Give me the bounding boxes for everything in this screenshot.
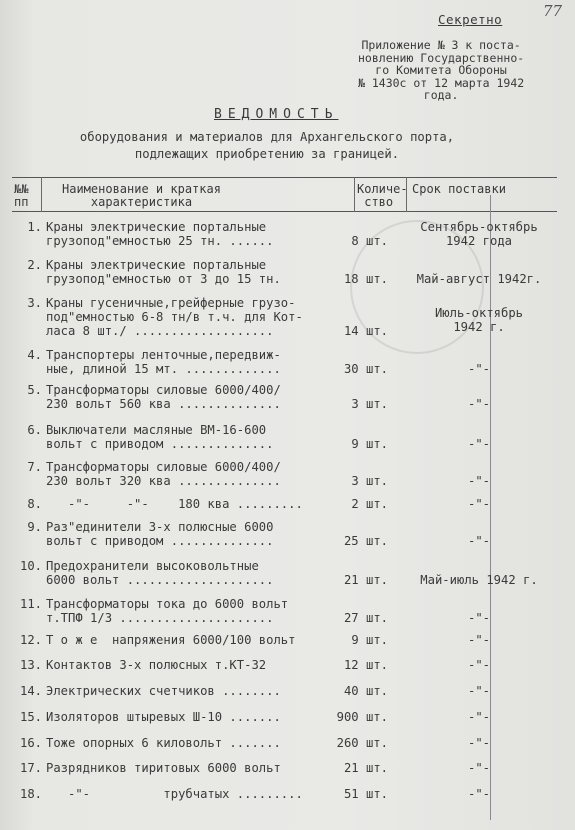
header-term: Срок поставки (412, 182, 506, 196)
row-term: Июль-октябрь 1942 г. (434, 306, 524, 334)
row-name: Трансформаторы тока до 6000 вольт т.ТПФ 1/3 ..................... (46, 597, 289, 625)
row-qty: 8 шт. (351, 234, 388, 248)
appendix-note: Приложение № 3 к поста- новлению Государственно- го Комитета Обороны № 1430с от 12 марта 1942 года. (358, 38, 525, 103)
row-name: Разрядников тиритовых 6000 вольт (46, 761, 281, 775)
row-qty: 260 шт. (336, 736, 388, 750)
page-number: 77 (543, 2, 563, 20)
row-name: Контактов 3-х полюсных т.КТ-32 (46, 658, 267, 672)
row-term: -"- (467, 474, 490, 488)
row-number: 9. (27, 520, 42, 534)
row-number: 2. (27, 258, 42, 272)
classification-mark: Секретно (438, 12, 503, 27)
row-term: -"- (467, 787, 490, 801)
row-qty: 25 шт. (343, 534, 388, 548)
row-number: 1. (27, 220, 42, 234)
row-qty: 900 шт. (336, 710, 388, 724)
row-qty: 9 шт. (351, 437, 388, 451)
row-number: 6. (27, 423, 42, 437)
document-subtitle: оборудования и материалов для Архангельского порта, подлежащих приобретению за границей. (79, 130, 455, 161)
row-number: 4. (27, 348, 42, 362)
row-name: Выключатели масляные ВМ-16-600 вольт с приводом .............. (46, 423, 274, 451)
row-number: 11. (19, 597, 42, 611)
row-qty: 21 шт. (343, 573, 388, 587)
header-qty: Количе- ство (357, 182, 408, 209)
row-term: Сентябрь-октябрь 1942 года (420, 220, 538, 248)
row-term: -"- (467, 397, 490, 411)
row-name: Транспортеры ленточные,передвиж- ные, длиной 15 мт. ............. (46, 348, 281, 376)
row-qty: 3 шт. (351, 397, 388, 411)
row-name: Краны электрические портальные грузопод"емностью от 3 до 15 тн. (46, 258, 281, 286)
row-name: Предохранители высоковольтные 6000 вольт .................... (46, 559, 274, 587)
row-term: -"- (467, 633, 490, 647)
row-number: 18. (19, 787, 42, 801)
row-qty: 18 шт. (343, 272, 388, 286)
row-term: Май-август 1942г. (416, 272, 542, 286)
row-qty: 21 шт. (343, 761, 388, 775)
row-number: 13. (19, 658, 42, 672)
row-number: 14. (19, 684, 42, 698)
table-col-divider (354, 177, 355, 212)
row-qty: 12 шт. (343, 658, 388, 672)
row-term: -"- (467, 437, 490, 451)
row-number: 12. (19, 633, 42, 647)
table-header-rule (12, 211, 557, 212)
row-term: -"- (467, 684, 490, 698)
row-qty: 27 шт. (343, 611, 388, 625)
row-name: Трансформаторы силовые 6000/400/ 230 вольт 320 ква .............. (46, 460, 281, 488)
row-term: -"- (467, 736, 490, 750)
row-name: Трансформаторы силовые 6000/400/ 230 вольт 560 ква .............. (46, 383, 281, 411)
row-name: Краны гусеничные,грейферные грузо- под"емностью 6-8 тн/в т.ч. для Кот- ласа 8 шт./ ................... (46, 296, 303, 338)
row-name: Раз"единители 3-х полюсные 6000 вольт с приводом .............. (46, 520, 274, 548)
row-name: -"- -"- 180 ква ......... (46, 497, 303, 511)
row-term: -"- (467, 497, 490, 511)
document-title: ВЕДОМОСТЬ (214, 107, 339, 122)
row-number: 15. (19, 710, 42, 724)
row-number: 17. (19, 761, 42, 775)
row-qty: 40 шт. (343, 684, 388, 698)
row-term: -"- (467, 710, 490, 724)
row-term: -"- (467, 534, 490, 548)
row-term: -"- (467, 611, 490, 625)
row-name: Изоляторов штыревых Ш-10 ....... (46, 710, 281, 724)
row-number: 3. (27, 296, 42, 310)
row-qty: 30 шт. (343, 362, 388, 376)
row-qty: 51 шт. (343, 787, 388, 801)
row-number: 5. (27, 383, 42, 397)
row-qty: 2 шт. (351, 497, 388, 511)
row-term: -"- (467, 761, 490, 775)
row-number: 16. (19, 736, 42, 750)
row-qty: 9 шт. (351, 633, 388, 647)
row-term: Май-июль 1942 г. (420, 573, 538, 587)
row-number: 7. (27, 460, 42, 474)
table-top-rule (12, 177, 557, 178)
row-name: -"- трубчатых ......... (46, 787, 303, 801)
row-qty: 14 шт. (343, 324, 388, 338)
row-number: 8. (27, 497, 42, 511)
row-name: Краны электрические портальные грузопод"емностью 25 тн. ...... (46, 220, 274, 248)
header-name: Наименование и краткая характеристика (62, 182, 221, 209)
row-name: Электрических счетчиков ........ (46, 684, 281, 698)
row-number: 10. (19, 559, 42, 573)
row-qty: 3 шт. (351, 474, 388, 488)
row-name: Тоже опорных 6 киловольт ....... (46, 736, 281, 750)
header-num: №№ пп (14, 182, 29, 209)
row-term: -"- (467, 658, 490, 672)
row-name: Т о ж е напряжения 6000/100 вольт (46, 633, 296, 647)
table-col-divider (41, 177, 42, 212)
row-term: -"- (467, 362, 490, 376)
